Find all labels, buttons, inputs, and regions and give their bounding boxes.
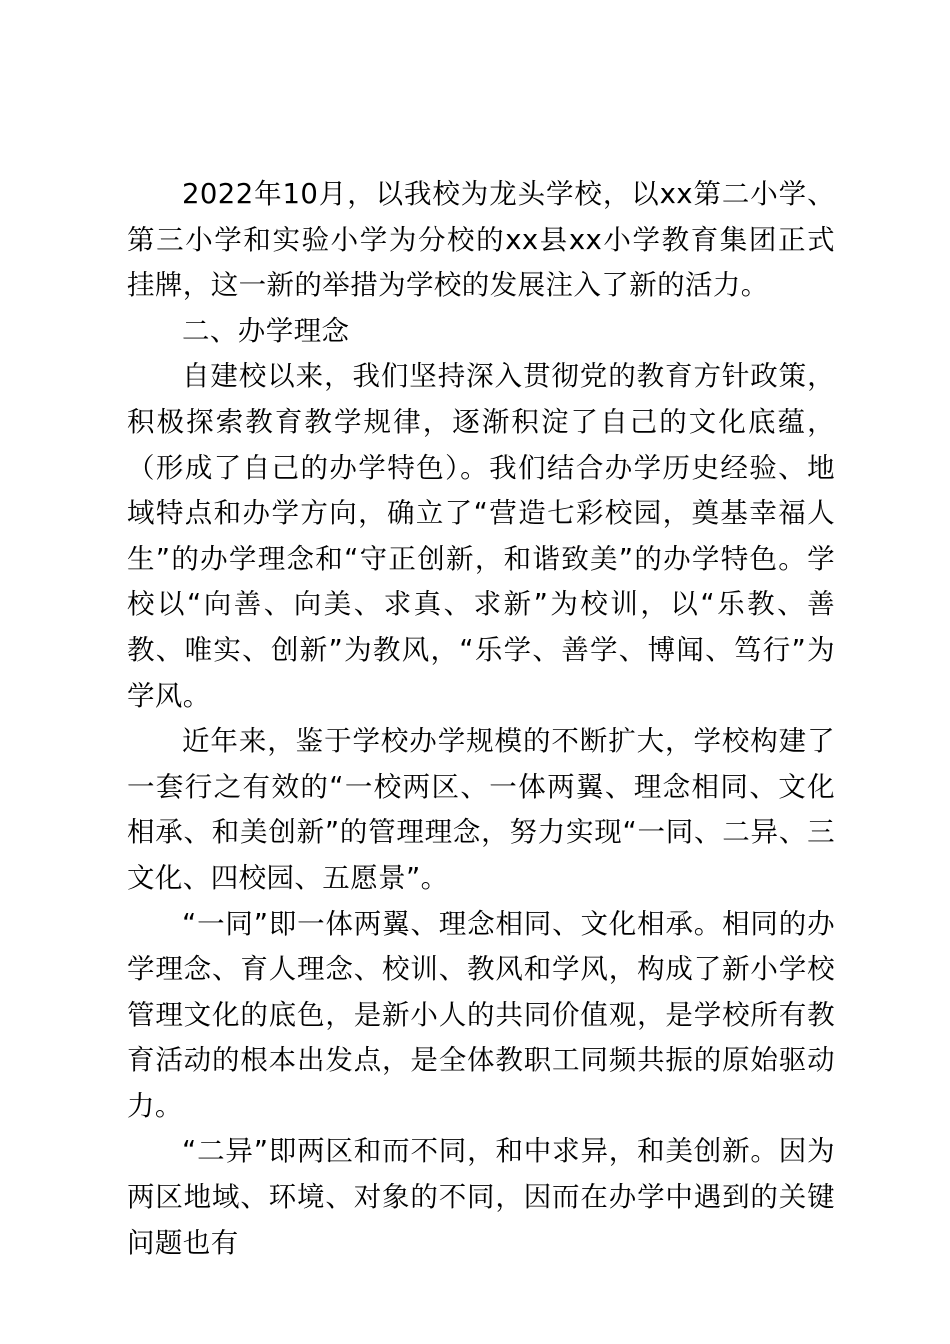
document-body: [127, 172, 835, 1266]
section-heading-school-philosophy: 二、办学理念: [182, 314, 350, 347]
paragraph-management-concept: 近年来，鉴于学校办学规模的不断扩大，学校构建了一套行之有效的“一校两区、一体两翼、理念相同、文化相承、和美创新”的管理理念，努力实现“一同、二异、三文化、四校园、五愿景”。: [127, 725, 835, 894]
paragraph-group-founding: 2022年10月，以我校为龙头学校，以xx第二小学、第三小学和实验小学为分校的xx县xx小学教育集团正式挂牌，这一新的举措为学校的发展注入了新的活力。: [127, 178, 835, 302]
paragraph-two-differences: “二异”即两区和而不同，和中求异，和美创新。因为两区地域、环境、对象的不同，因而在办学中遇到的关键问题也有: [127, 1135, 835, 1259]
paragraph-one-unity: “一同”即一体两翼、理念相同、文化相承。相同的办学理念、育人理念、校训、教风和学风，构成了新小学校管理文化的底色，是新小人的共同价值观，是学校所有教育活动的根本出发点，是全体教职工同频共振的原始驱动力。: [127, 907, 835, 1122]
paragraph-school-philosophy: 自建校以来，我们坚持深入贯彻党的教育方针政策，积极探索教育教学规律，逐渐积淀了自己的文化底蕴，（形成了自己的办学特色）。我们结合办学历史经验、地域特点和办学方向，确立了“营造七彩校园，奠基幸福人生”的办学理念和“守正创新，和谐致美”的办学特色。学校以“向善、向美、求真、求新”为校训，以“乐教、善教、唯实、创新”为教风，“乐学、善学、博闻、笃行”为学风。: [127, 360, 835, 712]
